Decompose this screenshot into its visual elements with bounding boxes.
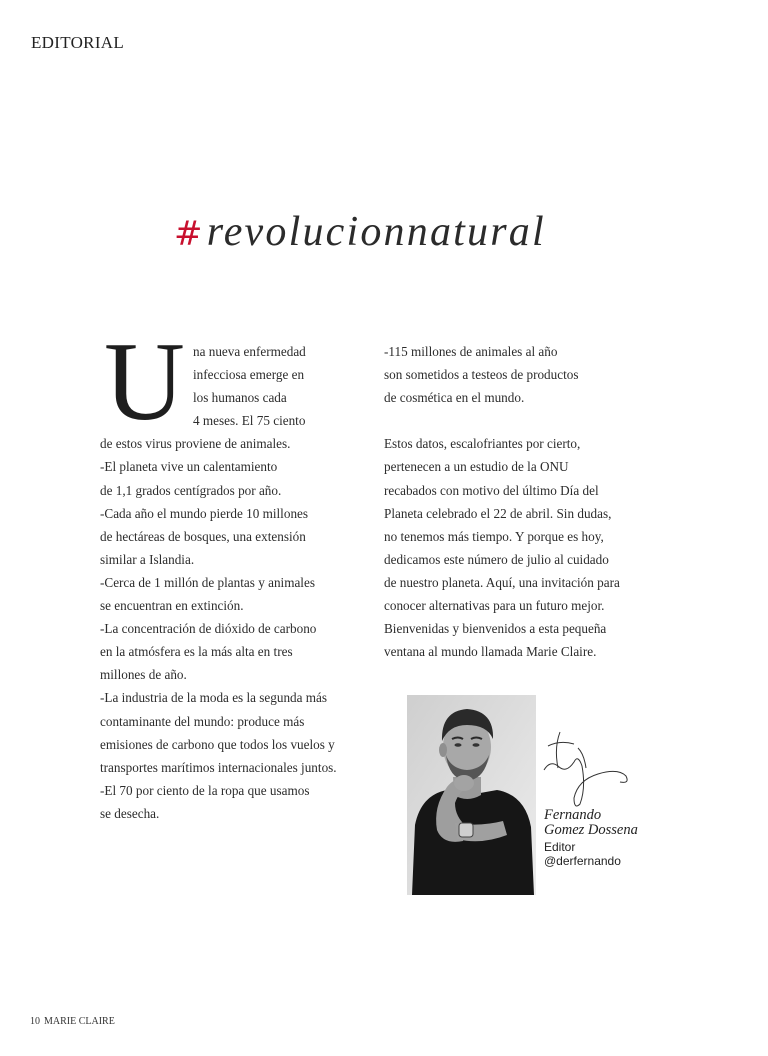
body-line: de estos virus proviene de animales. [100, 436, 291, 452]
body-line: se desecha. [100, 805, 160, 821]
body-line: dedicamos este número de julio al cuidado [384, 551, 609, 567]
body-line: contaminante del mundo: produce más [100, 713, 305, 729]
body-line: de cosmética en el mundo. [384, 390, 525, 406]
body-line: recabados con motivo del último Día del [384, 482, 599, 498]
left-column [100, 340, 380, 825]
hashtag-symbol: # [174, 214, 205, 254]
body-line: infecciosa emerge en [193, 367, 305, 383]
body-line: millones de año. [100, 667, 187, 683]
body-line: Planeta celebrado el 22 de abril. Sin dudas, [384, 505, 612, 521]
paragraph-gap [384, 409, 654, 432]
body-line: no tenemos más tiempo. Y porque es hoy, [384, 528, 604, 544]
headline-text: revolucionnatural [206, 209, 546, 255]
body-line: ventana al mundo llamada Marie Claire. [384, 644, 597, 660]
body-line: conocer alternativas para un futuro mejor. [384, 598, 605, 614]
body-line: transportes marítimos internacionales juntos. [100, 759, 337, 775]
page-number: 10 [30, 1016, 40, 1027]
editor-signature [540, 728, 632, 810]
editor-portrait-photo [407, 695, 536, 895]
author-first-name: Fernando [544, 807, 602, 823]
body-line: son sometidos a testeos de productos [384, 367, 579, 383]
body-line: en la atmósfera es la más alta en tres [100, 644, 293, 660]
body-line: -La concentración de dióxido de carbono [100, 621, 317, 637]
body-line: na nueva enfermedad [193, 344, 306, 359]
body-line: -Cada año el mundo pierde 10 millones [100, 505, 309, 521]
body-line: similar a Islandia. [100, 551, 195, 567]
drop-cap: U [104, 320, 185, 444]
body-line: -Cerca de 1 millón de plantas y animales [100, 574, 315, 590]
body-line: pertenecen a un estudio de la ONU [384, 459, 569, 475]
body-line: -El 70 por ciento de la ropa que usamos [100, 782, 310, 798]
body-line: de hectáreas de bosques, una extensión [100, 528, 306, 544]
author-role: Editor [544, 840, 576, 854]
magazine-name: MARIE CLAIRE [44, 1016, 115, 1027]
body-line: -El planeta vive un calentamiento [100, 459, 278, 475]
right-column [384, 340, 654, 663]
body-line: Estos datos, escalofriantes por cierto, [384, 436, 581, 452]
section-label: EDITORIAL [31, 33, 125, 52]
body-line: Bienvenidas y bienvenidos a esta pequeña [384, 621, 607, 637]
body-line: emisiones de carbono que todos los vuelos y [100, 736, 335, 752]
body-line: -La industria de la moda es la segunda más [100, 690, 328, 706]
body-line: los humanos cada [193, 390, 287, 406]
author-handle: @derfernando [544, 854, 621, 868]
editorial-headline [174, 208, 546, 256]
author-last-name: Gomez Dossena [544, 822, 638, 838]
body-line: de nuestro planeta. Aquí, una invitación para [384, 574, 620, 590]
body-line: se encuentran en extinción. [100, 598, 244, 614]
author-name [544, 808, 638, 838]
body-line: de 1,1 grados centígrados por año. [100, 482, 282, 498]
body-line: -115 millones de animales al año [384, 344, 558, 359]
body-line: 4 meses. El 75 ciento [193, 413, 306, 429]
page-footer [30, 1016, 115, 1027]
